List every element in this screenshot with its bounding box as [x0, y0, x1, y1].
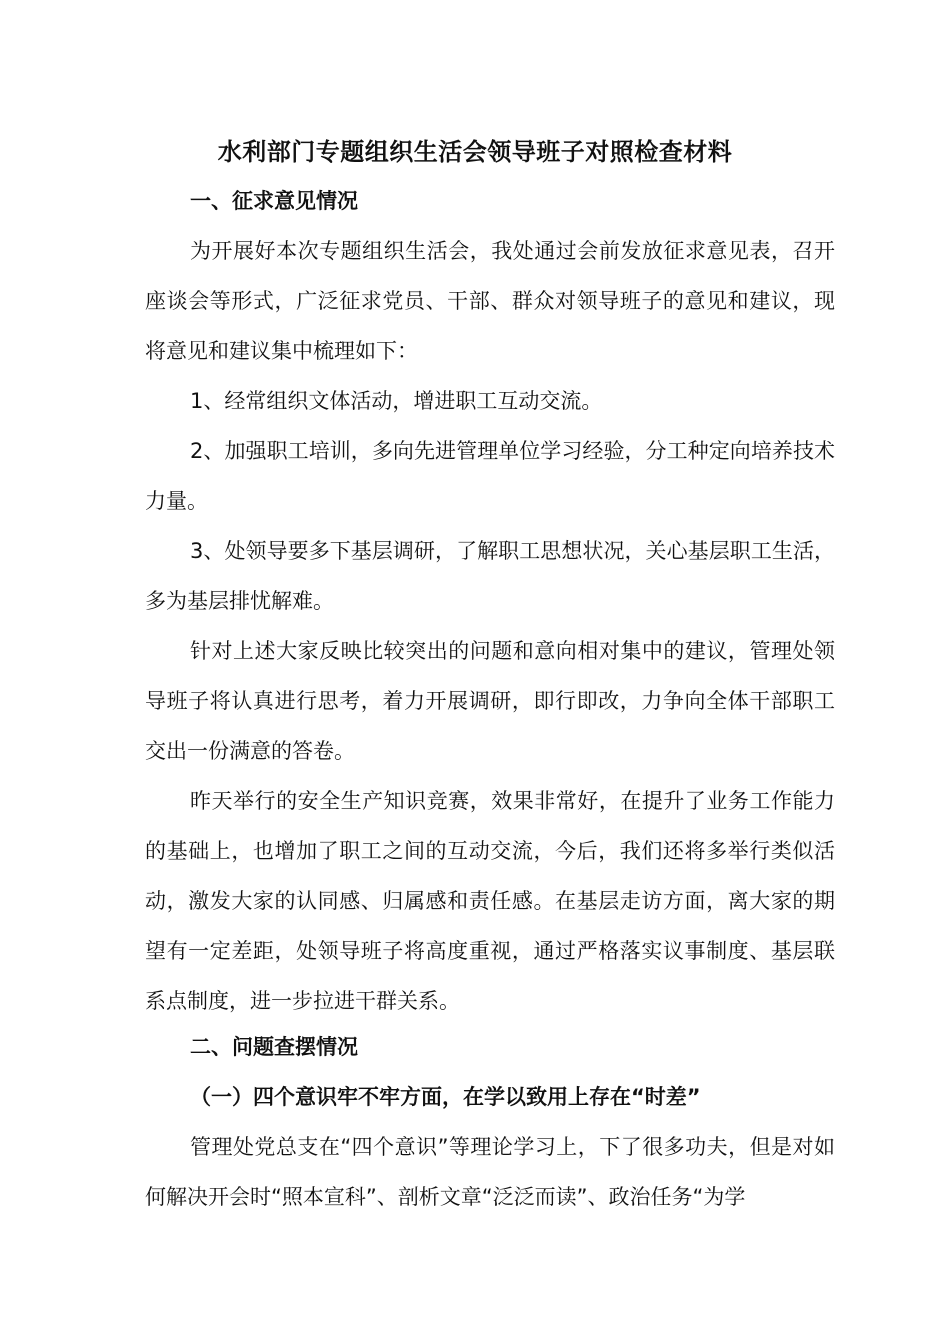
section-heading-2: 二、问题查摆情况 — [190, 1035, 358, 1059]
paragraph-intro: 为开展好本次专题组织生活会，我处通过会前发放征求意见表，召开座谈会等形式，广泛征求党员、干部、群众对领导班子的意见和建议，现将意见和建议集中梳理如下： — [145, 239, 835, 363]
paragraph-response: 针对上述大家反映比较突出的问题和意向相对集中的建议，管理处领导班子将认真进行思考，着力开展调研，即行即改，力争向全体干部职工交出一份满意的答卷。 — [145, 639, 835, 763]
list-item-2: 2、加强职工培训，多向先进管理单位学习经验，分工种定向培养技术力量。 — [145, 439, 835, 513]
paragraph-followup: 昨天举行的安全生产知识竞赛，效果非常好，在提升了业务工作能力的基础上，也增加了职工之间的互动交流，今后，我们还将多举行类似活动，激发大家的认同感、归属感和责任感。在基层走访方面，离大家的期望有一定差距，处领导班子将高度重视，通过严格落实议事制度、基层联系点制度，进一步拉进干群关系。 — [145, 789, 835, 1013]
section-heading-1: 一、征求意见情况 — [190, 189, 358, 213]
paragraph-section2-1: 管理处党总支在“四个意识”等理论学习上，下了很多功夫，但是对如何解决开会时“照本宣科”、剖析文章“泛泛而读”、政治任务“为学 — [145, 1135, 835, 1209]
subsection-heading-1: （一）四个意识牢不牢方面，在学以致用上存在“时差” — [190, 1085, 701, 1109]
list-item-3: 3、处领导要多下基层调研，了解职工思想状况，关心基层职工生活，多为基层排忧解难。 — [145, 539, 835, 613]
list-item-1: 1、经常组织文体活动，增进职工互动交流。 — [190, 389, 603, 413]
document-title: 水利部门专题组织生活会领导班子对照检查材料 — [217, 138, 733, 166]
